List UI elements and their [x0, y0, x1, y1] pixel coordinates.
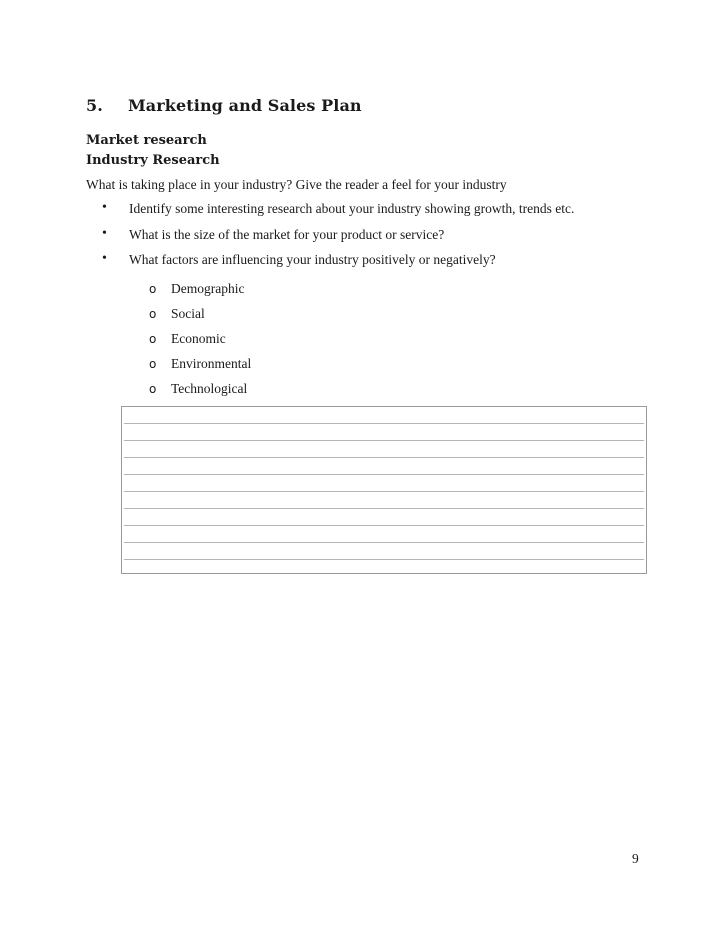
section-number: 5.: [86, 96, 103, 115]
bullet-text: What factors are influencing your industry positively or negatively?: [129, 252, 496, 267]
circle-bullet-icon: o: [149, 382, 157, 396]
section-heading: [86, 96, 362, 115]
sub-bullet-text: Demographic: [171, 281, 245, 296]
section-title: Marketing and Sales Plan: [128, 96, 362, 115]
bullet-text: What is the size of the market for your product or service?: [129, 226, 445, 242]
industry-research-heading: Industry Research: [86, 153, 220, 168]
bullet-icon: •: [102, 251, 107, 266]
bullet-icon: •: [102, 200, 107, 215]
sub-bullet-text: Social: [171, 306, 205, 321]
writing-line: [124, 542, 644, 543]
circle-bullet-icon: o: [149, 307, 157, 321]
writing-line: [124, 440, 644, 441]
circle-bullet-icon: o: [149, 282, 157, 296]
circle-bullet-icon: o: [149, 332, 157, 346]
writing-area[interactable]: [121, 406, 647, 574]
bullet-icon: •: [102, 225, 107, 241]
writing-line: [124, 474, 644, 475]
writing-line: [124, 423, 644, 424]
writing-line: [124, 525, 644, 526]
sub-bullet-text: Environmental: [171, 356, 252, 371]
writing-line: [124, 491, 644, 492]
writing-line: [124, 559, 644, 560]
sub-bullet-text: Economic: [171, 331, 226, 346]
writing-line: [124, 457, 644, 458]
market-research-heading: Market research: [86, 133, 207, 148]
intro-paragraph: What is taking place in your industry? Give the reader a feel for your industry: [86, 177, 507, 192]
circle-bullet-icon: o: [149, 357, 157, 371]
sub-bullet-text: Technological: [171, 381, 248, 396]
writing-line: [124, 508, 644, 509]
bullet-text: Identify some interesting research about your industry showing growth, trends etc.: [129, 201, 575, 216]
page-number: 9: [632, 851, 639, 866]
